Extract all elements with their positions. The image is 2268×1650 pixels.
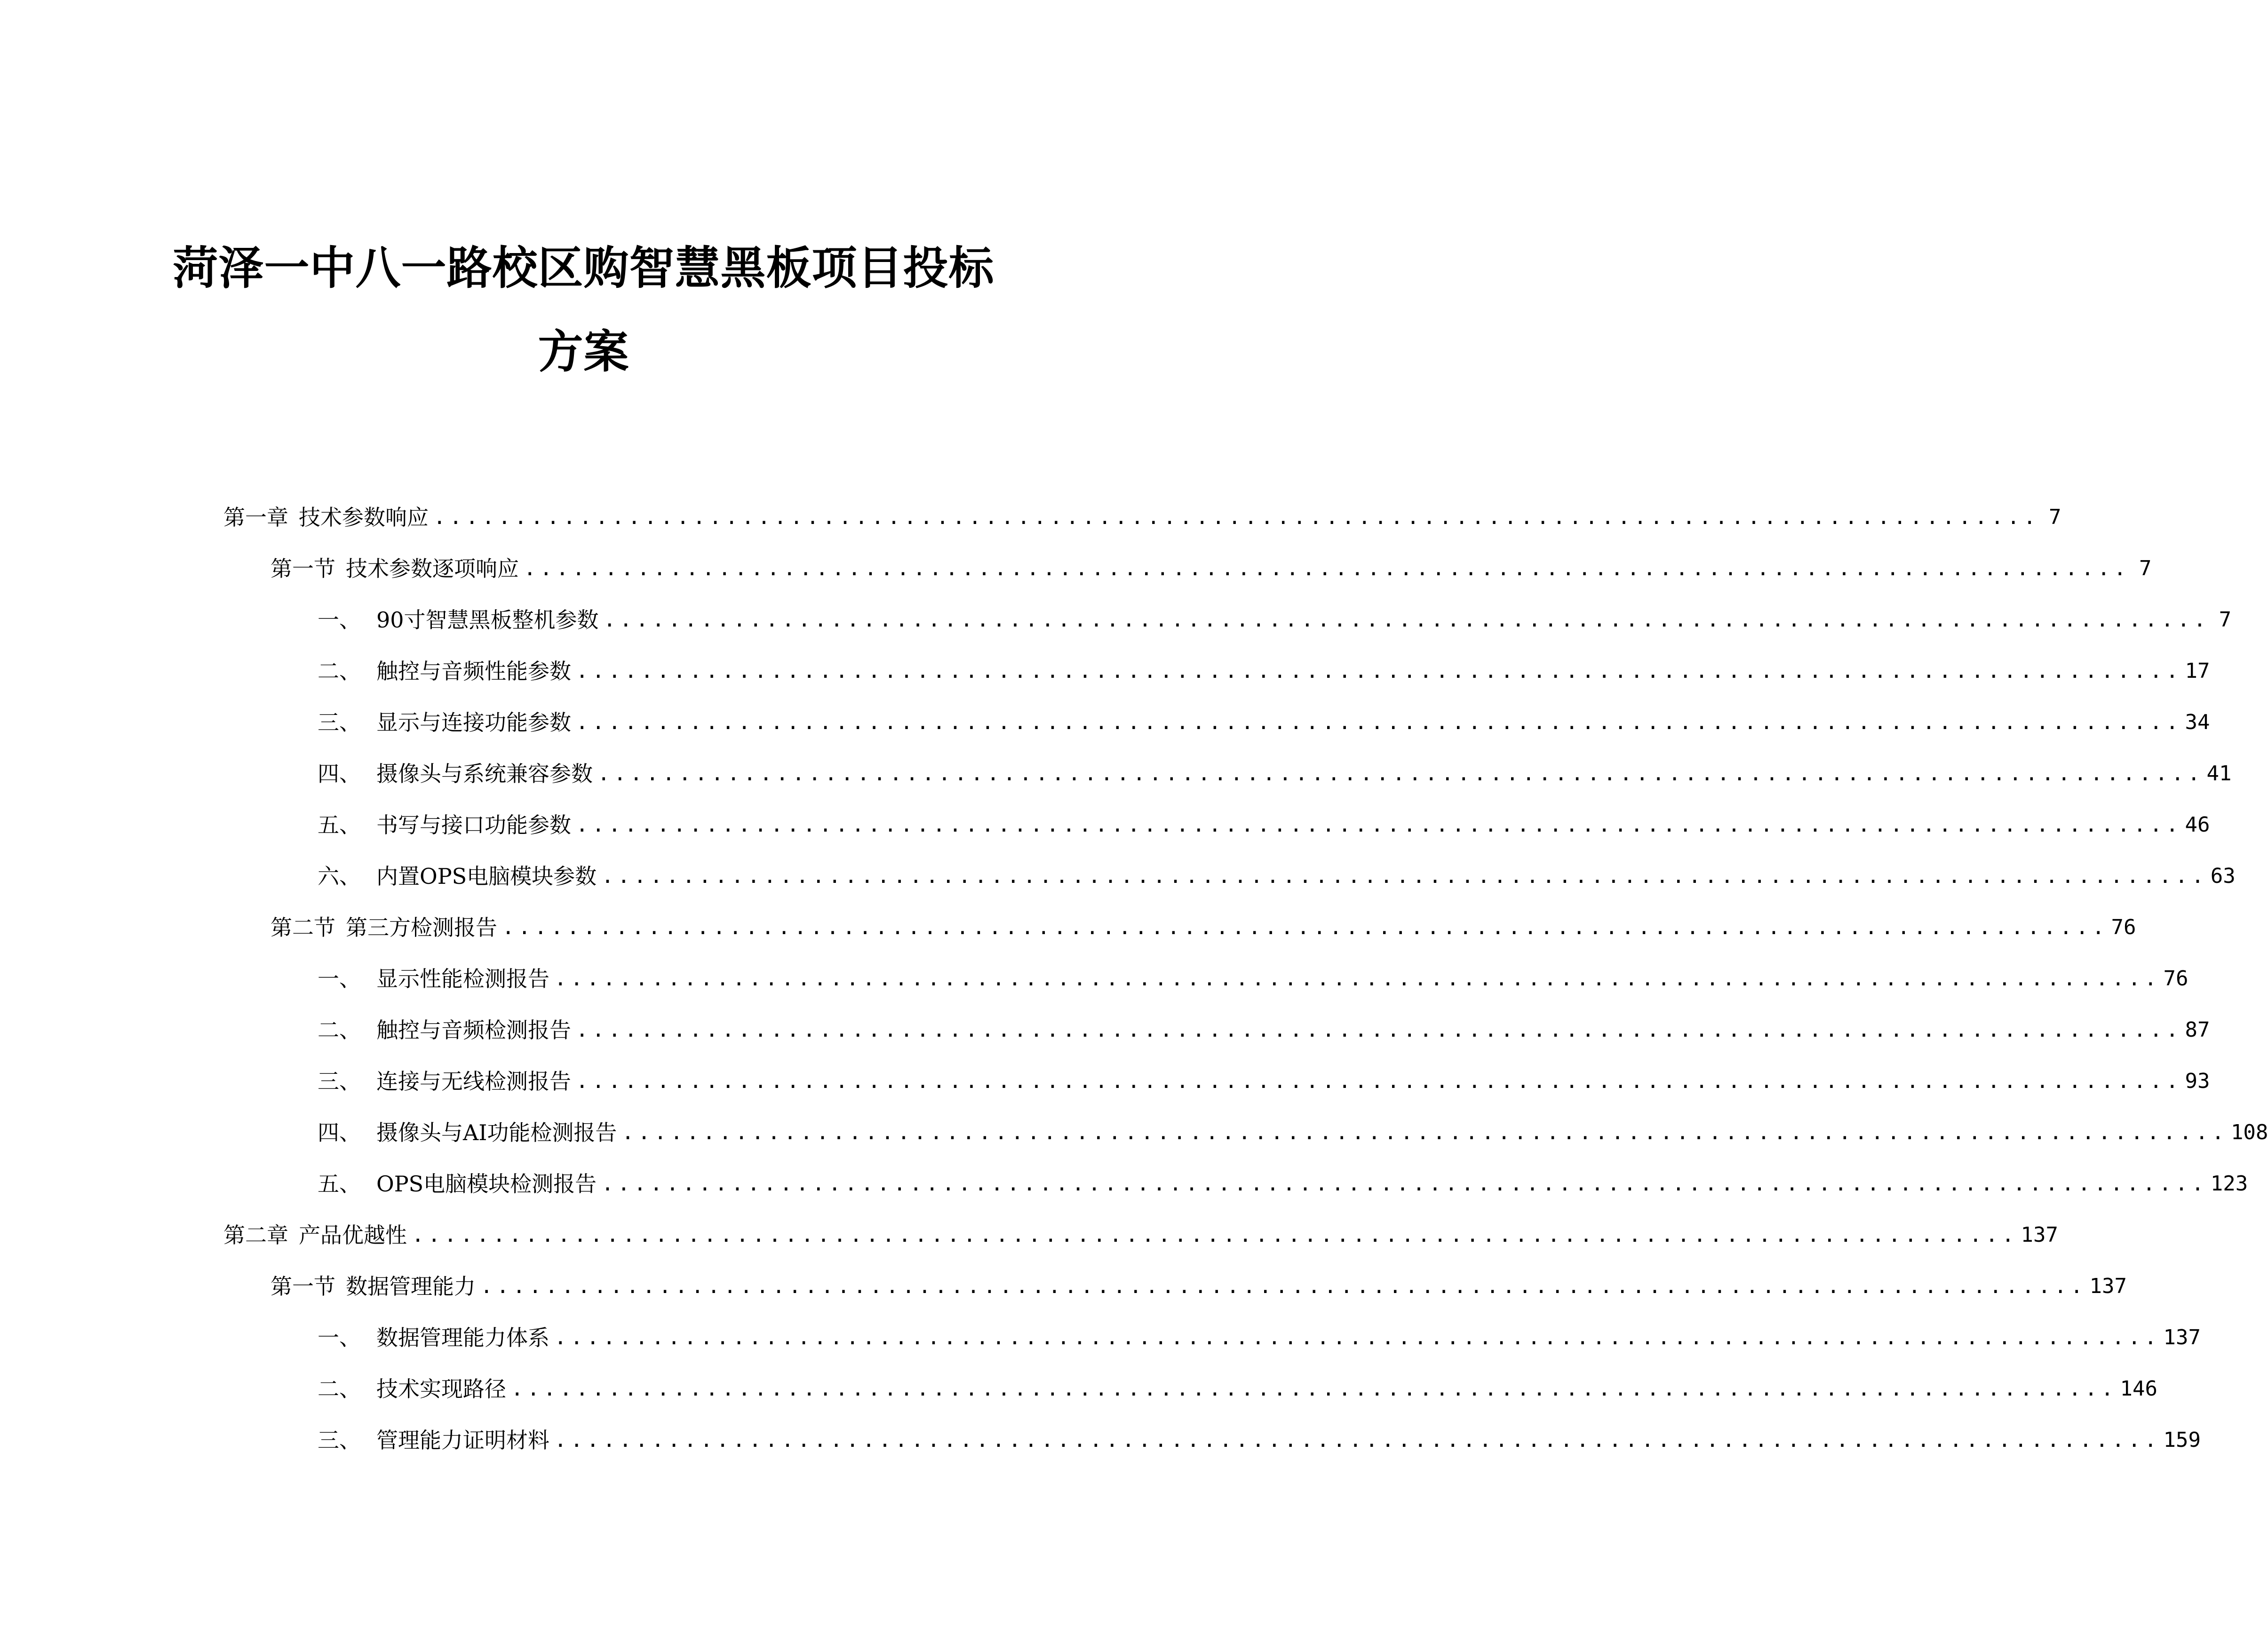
- toc-dot-leader: ...................................................................................................: [601, 1172, 2208, 1196]
- toc-entry[interactable]: [271, 550, 2152, 587]
- toc-entry-number: 二、: [318, 658, 361, 684]
- toc-entry-page: 63: [2210, 864, 2236, 888]
- toc-entry-number: 第二章: [223, 1222, 288, 1248]
- toc-dot-leader: ...................................................................................................: [554, 1325, 2161, 1349]
- toc-dot-leader: ...................................................................................................: [576, 1069, 2182, 1093]
- toc-entry[interactable]: [318, 1370, 2158, 1408]
- document-title-line-1: 菏泽一中八一路校区购智慧黑板项目投标: [173, 241, 995, 294]
- toc-entry-text: 数据管理能力: [346, 1274, 476, 1299]
- toc-dot-leader: ...................................................................................................: [511, 1377, 2117, 1401]
- toc-entry-page: 137: [2163, 1325, 2201, 1349]
- toc-entry[interactable]: [318, 806, 2210, 844]
- toc-entry-number: 第一章: [223, 505, 288, 530]
- toc-entry-number: 二、: [318, 1376, 361, 1402]
- toc-entry-text: 触控与音频检测报告: [376, 1017, 571, 1043]
- toc-entry[interactable]: [318, 652, 2210, 690]
- toc-entry-text: 内置OPS电脑模块参数: [376, 864, 597, 889]
- toc-entry-page: 76: [2111, 915, 2136, 939]
- toc-dot-leader: ...................................................................................................: [576, 813, 2182, 837]
- toc-entry-page: 46: [2185, 813, 2210, 837]
- toc-entry-text: OPS电脑模块检测报告: [376, 1171, 597, 1197]
- toc-entry-page: 137: [2089, 1274, 2127, 1298]
- toc-entry-number: 三、: [318, 1428, 361, 1453]
- toc-entry-text: 产品优越性: [299, 1222, 407, 1248]
- toc-entry-page: 34: [2185, 710, 2210, 734]
- toc-entry-page: 17: [2185, 659, 2210, 683]
- toc-entry-page: 7: [2049, 505, 2061, 529]
- toc-entry-page: 137: [2021, 1223, 2059, 1247]
- toc-entry-number: 三、: [318, 1069, 361, 1094]
- toc-entry-page: 76: [2163, 967, 2188, 991]
- toc-entry[interactable]: [318, 857, 2236, 895]
- toc-entry-page: 108: [2230, 1120, 2268, 1144]
- toc-dot-leader: ...................................................................................................: [502, 915, 2109, 939]
- toc-entry-text: 数据管理能力体系: [376, 1325, 549, 1350]
- toc-entry[interactable]: [271, 1268, 2127, 1305]
- toc-entry-number: 五、: [318, 1171, 361, 1197]
- toc-entry-page: 123: [2210, 1172, 2248, 1196]
- toc-entry-text: 第三方检测报告: [346, 915, 497, 940]
- toc-entry-page: 159: [2163, 1428, 2201, 1452]
- toc-dot-leader: ...................................................................................................: [621, 1120, 2228, 1144]
- toc-entry-page: 93: [2185, 1069, 2210, 1093]
- toc-entry[interactable]: [318, 1165, 2248, 1203]
- toc-dot-leader: ...................................................................................................: [603, 608, 2210, 632]
- toc-entry[interactable]: [318, 601, 2232, 639]
- toc-entry-text: 连接与无线检测报告: [376, 1069, 571, 1094]
- toc-entry-number: 第一节: [271, 1274, 335, 1299]
- toc-entry[interactable]: [318, 755, 2232, 793]
- toc-dot-leader: ...................................................................................................: [576, 1018, 2182, 1042]
- toc-dot-leader: ...................................................................................................: [576, 659, 2182, 683]
- toc-entry-text: 90寸智慧黑板整机参数: [376, 607, 599, 633]
- toc-dot-leader: ...................................................................................................: [576, 710, 2182, 734]
- toc-dot-leader: ...................................................................................................: [480, 1274, 2087, 1298]
- toc-dot-leader: ...................................................................................................: [433, 505, 2040, 529]
- toc-entry-number: 六、: [318, 864, 361, 889]
- toc-entry-text: 书写与接口功能参数: [376, 812, 571, 838]
- toc-entry-text: 显示性能检测报告: [376, 966, 549, 992]
- toc-entry-number: 四、: [318, 1120, 361, 1145]
- toc-entry[interactable]: [318, 1063, 2210, 1100]
- toc-entry-number: 一、: [318, 966, 361, 992]
- document-title-line-2: 方案: [538, 325, 629, 378]
- toc-entry-number: 一、: [318, 607, 361, 633]
- toc-dot-leader: ...................................................................................................: [601, 864, 2208, 888]
- toc-entry-page: 41: [2206, 762, 2232, 785]
- toc-entry-text: 技术参数响应: [299, 505, 429, 530]
- toc-entry-text: 显示与连接功能参数: [376, 710, 571, 735]
- toc-entry[interactable]: [318, 960, 2188, 998]
- toc-entry-page: 87: [2185, 1018, 2210, 1042]
- toc-entry-number: 五、: [318, 812, 361, 838]
- toc-entry[interactable]: [318, 704, 2210, 741]
- toc-entry[interactable]: [271, 909, 2136, 946]
- toc-entry-number: 三、: [318, 710, 361, 735]
- toc-entry[interactable]: [223, 499, 2061, 536]
- toc-entry-page: 7: [2219, 608, 2232, 632]
- toc-entry-text: 触控与音频性能参数: [376, 658, 571, 684]
- toc-entry-number: 一、: [318, 1325, 361, 1350]
- toc-dot-leader: ...................................................................................................: [597, 762, 2204, 785]
- toc-entry-number: 第一节: [271, 556, 335, 581]
- toc-entry-text: 技术实现路径: [376, 1376, 506, 1402]
- toc-entry[interactable]: [318, 1319, 2201, 1356]
- toc-entry-number: 二、: [318, 1017, 361, 1043]
- toc-entry[interactable]: [318, 1011, 2210, 1049]
- toc-entry-text: 管理能力证明材料: [376, 1428, 549, 1453]
- toc-entry[interactable]: [318, 1421, 2201, 1459]
- toc-entry-page: 7: [2139, 556, 2152, 580]
- toc-entry-page: 146: [2120, 1377, 2158, 1401]
- toc-entry-text: 摄像头与AI功能检测报告: [376, 1120, 617, 1145]
- toc-dot-leader: ...................................................................................................: [524, 556, 2130, 580]
- toc-dot-leader: ...................................................................................................: [554, 1428, 2161, 1452]
- toc-entry-text: 摄像头与系统兼容参数: [376, 761, 593, 786]
- toc-entry[interactable]: [223, 1216, 2059, 1254]
- toc-entry-number: 四、: [318, 761, 361, 786]
- toc-dot-leader: ...................................................................................................: [554, 967, 2161, 991]
- toc-entry[interactable]: [318, 1114, 2268, 1151]
- toc-dot-leader: ...................................................................................................: [412, 1223, 2018, 1247]
- toc-entry-text: 技术参数逐项响应: [346, 556, 519, 581]
- toc-entry-number: 第二节: [271, 915, 335, 940]
